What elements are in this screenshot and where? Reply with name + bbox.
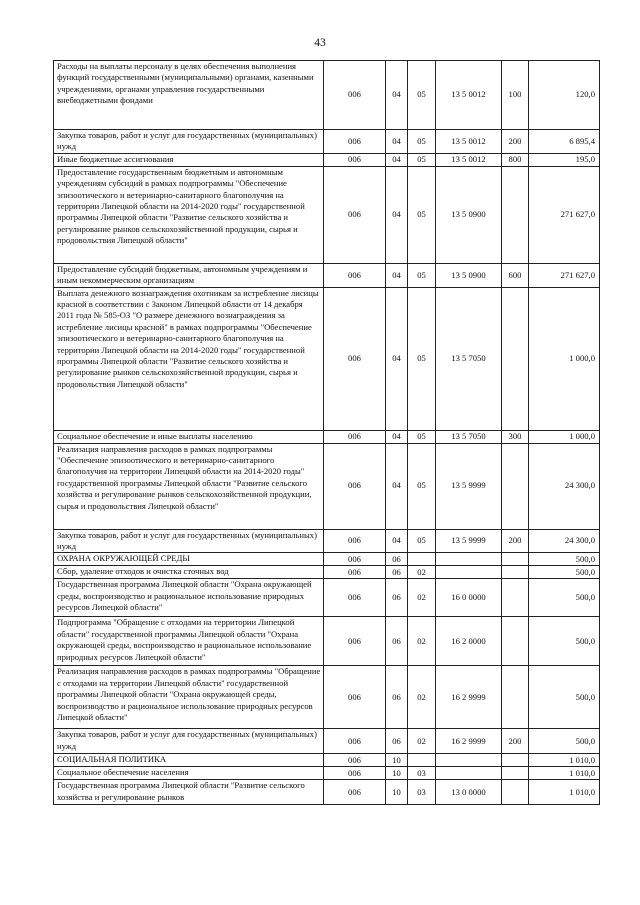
ministry-code-cell: 006 [324, 666, 386, 729]
table-row [54, 754, 600, 767]
expense-type-code-cell: 200 [502, 729, 529, 754]
subsection-code-cell: 05 [408, 430, 436, 443]
amount-cell: 24 300,0 [529, 443, 600, 529]
subsection-code-cell: 05 [408, 130, 436, 154]
ministry-code-cell: 006 [324, 754, 386, 767]
item-name-cell: Закупка товаров, работ и услуг для государственных (муниципальных) нужд [54, 130, 324, 154]
target-article-code-cell [436, 566, 502, 579]
subsection-code-cell: 05 [408, 153, 436, 166]
amount-cell: 500,0 [529, 566, 600, 579]
ministry-code-cell: 006 [324, 780, 386, 805]
page-number: 43 [314, 37, 326, 49]
target-article-code-cell [436, 754, 502, 767]
subsection-code-cell: 02 [408, 666, 436, 729]
table-row [54, 617, 600, 666]
item-name-cell: Государственная программа Липецкой области "Развитие сельского хозяйства и регулирование рынков [54, 780, 324, 805]
section-code-cell: 04 [386, 529, 408, 553]
section-code-cell: 06 [386, 617, 408, 666]
expense-type-code-cell [502, 754, 529, 767]
section-code-cell: 04 [386, 61, 408, 130]
subsection-code-cell: 03 [408, 780, 436, 805]
subsection-code-cell: 05 [408, 61, 436, 130]
expense-type-code-cell [502, 166, 529, 263]
table-row [54, 529, 600, 553]
target-article-code-cell: 13 5 7050 [436, 430, 502, 443]
table-row [54, 579, 600, 617]
amount-cell: 500,0 [529, 617, 600, 666]
budget-table [53, 60, 600, 805]
table-row [54, 153, 600, 166]
target-article-code-cell: 16 2 9999 [436, 729, 502, 754]
amount-cell: 500,0 [529, 666, 600, 729]
subsection-code-cell [408, 553, 436, 566]
expense-type-code-cell [502, 780, 529, 805]
section-code-cell: 04 [386, 153, 408, 166]
item-name-cell: ОХРАНА ОКРУЖАЮЩЕЙ СРЕДЫ [54, 553, 324, 566]
ministry-code-cell: 006 [324, 579, 386, 617]
target-article-code-cell: 13 5 9999 [436, 529, 502, 553]
item-name-cell: Социальное обеспечение и иные выплаты населению [54, 430, 324, 443]
table-body [54, 61, 600, 805]
item-name-cell: Закупка товаров, работ и услуг для государственных (муниципальных) нужд [54, 729, 324, 754]
section-code-cell: 04 [386, 263, 408, 287]
section-code-cell: 04 [386, 130, 408, 154]
target-article-code-cell: 16 0 0000 [436, 579, 502, 617]
amount-cell: 195,0 [529, 153, 600, 166]
expense-type-code-cell [502, 443, 529, 529]
target-article-code-cell [436, 553, 502, 566]
target-article-code-cell: 16 2 0000 [436, 617, 502, 666]
item-name-cell: Предоставление государственным бюджетным и автономным учреждениям субсидий в рамках подпрограммы "Обеспечение эпизоотического и ветеринарно-санитарного благополучия на территории Липецкой области на 2014-2020 годы" государственной программы Липецкой области "Развитие сельского хозяйства и регулирование рынков сельскохозяйственной продукции, сырья и продовольствия Липецкой области" [54, 166, 324, 263]
subsection-code-cell: 02 [408, 617, 436, 666]
item-name-cell: Реализация направления расходов в рамках подпрограммы "Обращение с отходами на территории Липецкой области" государственной программы Липецкой области "Охрана окружающей среды, воспроизводство и рациональное использование природных ресурсов Липецкой области" [54, 666, 324, 729]
item-name-cell: Закупка товаров, работ и услуг для государственных (муниципальных) нужд [54, 529, 324, 553]
expense-type-code-cell [502, 767, 529, 780]
ministry-code-cell: 006 [324, 566, 386, 579]
subsection-code-cell: 02 [408, 579, 436, 617]
item-name-cell: СОЦИАЛЬНАЯ ПОЛИТИКА [54, 754, 324, 767]
ministry-code-cell: 006 [324, 443, 386, 529]
section-code-cell: 06 [386, 579, 408, 617]
amount-cell: 271 627,0 [529, 263, 600, 287]
ministry-code-cell: 006 [324, 767, 386, 780]
table-row [54, 780, 600, 805]
target-article-code-cell: 13 5 0900 [436, 263, 502, 287]
target-article-code-cell [436, 767, 502, 780]
section-code-cell: 06 [386, 666, 408, 729]
target-article-code-cell: 13 5 7050 [436, 287, 502, 430]
ministry-code-cell: 006 [324, 130, 386, 154]
expense-type-code-cell: 800 [502, 153, 529, 166]
table-row [54, 430, 600, 443]
expense-type-code-cell: 100 [502, 61, 529, 130]
section-code-cell: 10 [386, 754, 408, 767]
table-row [54, 130, 600, 154]
subsection-code-cell: 02 [408, 729, 436, 754]
target-article-code-cell: 13 5 0012 [436, 153, 502, 166]
subsection-code-cell: 05 [408, 263, 436, 287]
expense-type-code-cell: 200 [502, 529, 529, 553]
item-name-cell: Выплата денежного вознаграждения охотникам за истребление лисицы красной в соответствии с Законом Липецкой области от 14 декабря 2011 года № 585-ОЗ "О размере денежного вознаграждения за истребление лисицы красной" в рамках подпрограммы "Обеспечение эпизоотического и ветеринарно-санитарного благополучия на территории Липецкой области на 2014-2020 годы" государственной программы Липецкой области "Развитие сельского хозяйства и регулирование рынков сельскохозяйственной продукции, сырья и продовольствия Липецкой области" [54, 287, 324, 430]
section-code-cell: 06 [386, 553, 408, 566]
ministry-code-cell: 006 [324, 263, 386, 287]
expense-type-code-cell: 300 [502, 430, 529, 443]
section-code-cell: 10 [386, 767, 408, 780]
amount-cell: 120,0 [529, 61, 600, 130]
expense-type-code-cell [502, 666, 529, 729]
ministry-code-cell: 006 [324, 729, 386, 754]
expense-type-code-cell: 200 [502, 130, 529, 154]
item-name-cell: Сбор, удаление отходов и очистка сточных вод [54, 566, 324, 579]
table-row [54, 61, 600, 130]
subsection-code-cell [408, 754, 436, 767]
table-row [54, 729, 600, 754]
target-article-code-cell: 16 2 9999 [436, 666, 502, 729]
item-name-cell: Расходы на выплаты персоналу в целях обеспечения выполнения функций государственными (муниципальными) органами, казенными учреждениями, органами управления государственными внебюджетными фондами [54, 61, 324, 130]
subsection-code-cell: 03 [408, 767, 436, 780]
amount-cell: 24 300,0 [529, 529, 600, 553]
ministry-code-cell: 006 [324, 617, 386, 666]
subsection-code-cell: 02 [408, 566, 436, 579]
target-article-code-cell: 13 5 0012 [436, 61, 502, 130]
table-row [54, 566, 600, 579]
table-row [54, 443, 600, 529]
ministry-code-cell: 006 [324, 553, 386, 566]
target-article-code-cell: 13 0 0000 [436, 780, 502, 805]
subsection-code-cell: 05 [408, 287, 436, 430]
ministry-code-cell: 006 [324, 430, 386, 443]
item-name-cell: Реализация направления расходов в рамках подпрограммы "Обеспечение эпизоотического и ветеринарно-санитарного благополучия на территории Липецкой области на 2014-2020 годы" государственной программы Липецкой области "Развитие сельского хозяйства и регулирование рынков сельскохозяйственной продукции, сырья и продовольствия Липецкой области" [54, 443, 324, 529]
section-code-cell: 04 [386, 443, 408, 529]
amount-cell: 1 010,0 [529, 754, 600, 767]
subsection-code-cell: 05 [408, 443, 436, 529]
amount-cell: 1 010,0 [529, 767, 600, 780]
subsection-code-cell: 05 [408, 529, 436, 553]
subsection-code-cell: 05 [408, 166, 436, 263]
expense-type-code-cell [502, 617, 529, 666]
expense-type-code-cell: 600 [502, 263, 529, 287]
expense-type-code-cell [502, 553, 529, 566]
expense-type-code-cell [502, 579, 529, 617]
amount-cell: 500,0 [529, 553, 600, 566]
section-code-cell: 06 [386, 729, 408, 754]
ministry-code-cell: 006 [324, 61, 386, 130]
amount-cell: 500,0 [529, 729, 600, 754]
amount-cell: 1 000,0 [529, 287, 600, 430]
expense-type-code-cell [502, 287, 529, 430]
table-row [54, 263, 600, 287]
amount-cell: 6 895,4 [529, 130, 600, 154]
amount-cell: 1 010,0 [529, 780, 600, 805]
target-article-code-cell: 13 5 9999 [436, 443, 502, 529]
expense-type-code-cell [502, 566, 529, 579]
ministry-code-cell: 006 [324, 153, 386, 166]
amount-cell: 500,0 [529, 579, 600, 617]
section-code-cell: 04 [386, 430, 408, 443]
table-row [54, 666, 600, 729]
table-row [54, 166, 600, 263]
item-name-cell: Подпрограмма "Обращение с отходами на территории Липецкой области" государственной программы Липецкой области "Охрана окружающей среды, воспроизводство и рациональное использование природных ресурсов Липецкой области" [54, 617, 324, 666]
section-code-cell: 04 [386, 287, 408, 430]
section-code-cell: 06 [386, 566, 408, 579]
item-name-cell: Государственная программа Липецкой области "Охрана окружающей среды, воспроизводство и рациональное использование природных ресурсов Липецкой области" [54, 579, 324, 617]
item-name-cell: Предоставление субсидий бюджетным, автономным учреждениям и иным некоммерческим организациям [54, 263, 324, 287]
table-row [54, 553, 600, 566]
target-article-code-cell: 13 5 0012 [436, 130, 502, 154]
table-row [54, 287, 600, 430]
item-name-cell: Социальное обеспечение населения [54, 767, 324, 780]
section-code-cell: 10 [386, 780, 408, 805]
ministry-code-cell: 006 [324, 287, 386, 430]
ministry-code-cell: 006 [324, 529, 386, 553]
table-row [54, 767, 600, 780]
amount-cell: 1 000,0 [529, 430, 600, 443]
item-name-cell: Иные бюджетные ассигнования [54, 153, 324, 166]
section-code-cell: 04 [386, 166, 408, 263]
amount-cell: 271 627,0 [529, 166, 600, 263]
ministry-code-cell: 006 [324, 166, 386, 263]
target-article-code-cell: 13 5 0900 [436, 166, 502, 263]
